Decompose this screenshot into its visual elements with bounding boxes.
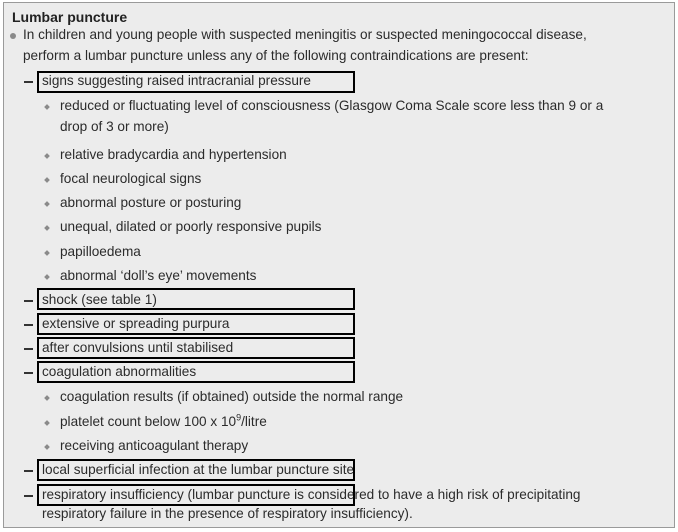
dash-icon: [24, 372, 33, 374]
sign-consciousness-line-1: reduced or fluctuating level of consciousness (Glasgow Coma Scale score less than 9 or a: [60, 98, 604, 113]
coag-platelet-unit: /litre: [241, 414, 267, 429]
contraindication-respiratory-line-2: respiratory failure in the presence of respiratory insufficiency).: [42, 506, 413, 521]
diamond-bullet-icon: [44, 274, 50, 280]
section-title: Lumbar puncture: [12, 9, 128, 25]
dash-icon: [24, 348, 33, 350]
sign-bradycardia: relative bradycardia and hypertension: [60, 147, 287, 162]
coag-platelet-text: platelet count below 100 x 10: [60, 414, 237, 429]
sign-dolls-eye: abnormal ‘doll’s eye’ movements: [60, 268, 257, 283]
coag-platelet: [60, 414, 267, 430]
coag-platelet-exponent: 9: [236, 412, 242, 423]
sign-papilloedema: papilloedema: [60, 244, 141, 259]
dash-icon: [24, 470, 33, 472]
bullet-dot-icon: [10, 33, 16, 39]
diamond-bullet-icon: [44, 153, 50, 159]
coag-results: coagulation results (if obtained) outside the normal range: [60, 389, 404, 404]
contraindication-shock: shock (see table 1): [42, 292, 157, 307]
intro-line-1: In children and young people with suspected meningitis or suspected meningococcal disease,: [23, 27, 587, 42]
contraindication-purpura: extensive or spreading purpura: [42, 316, 230, 331]
diamond-bullet-icon: [44, 250, 50, 256]
sign-consciousness-line-2: drop of 3 or more): [60, 119, 169, 134]
diamond-bullet-icon: [44, 420, 50, 426]
diamond-bullet-icon: [44, 444, 50, 450]
contraindication-coagulation: coagulation abnormalities: [42, 364, 197, 379]
diamond-bullet-icon: [44, 395, 50, 401]
diamond-bullet-icon: [44, 201, 50, 207]
dash-icon: [24, 300, 33, 302]
contraindication-convulsions: after convulsions until stabilised: [42, 340, 234, 355]
diamond-bullet-icon: [44, 177, 50, 183]
dash-icon: [24, 324, 33, 326]
diamond-bullet-icon: [44, 225, 50, 231]
contraindication-raised-icp: signs suggesting raised intracranial pressure: [42, 73, 311, 88]
intro-line-2: perform a lumbar puncture unless any of the following contraindications are present:: [23, 48, 529, 63]
dash-icon: [24, 81, 33, 83]
diamond-bullet-icon: [44, 104, 50, 110]
coag-anticoagulant: receiving anticoagulant therapy: [60, 438, 249, 453]
sign-posture: abnormal posture or posturing: [60, 195, 242, 210]
lumbar-puncture-panel: [3, 2, 675, 528]
contraindication-infection: local superficial infection at the lumbar puncture site: [42, 462, 355, 477]
sign-focal: focal neurological signs: [60, 171, 202, 186]
contraindication-respiratory-line-1: respiratory insufficiency (lumbar puncture is considered to have a high risk of precipitating: [42, 487, 581, 502]
dash-icon: [24, 495, 33, 497]
sign-pupils: unequal, dilated or poorly responsive pupils: [60, 219, 322, 234]
